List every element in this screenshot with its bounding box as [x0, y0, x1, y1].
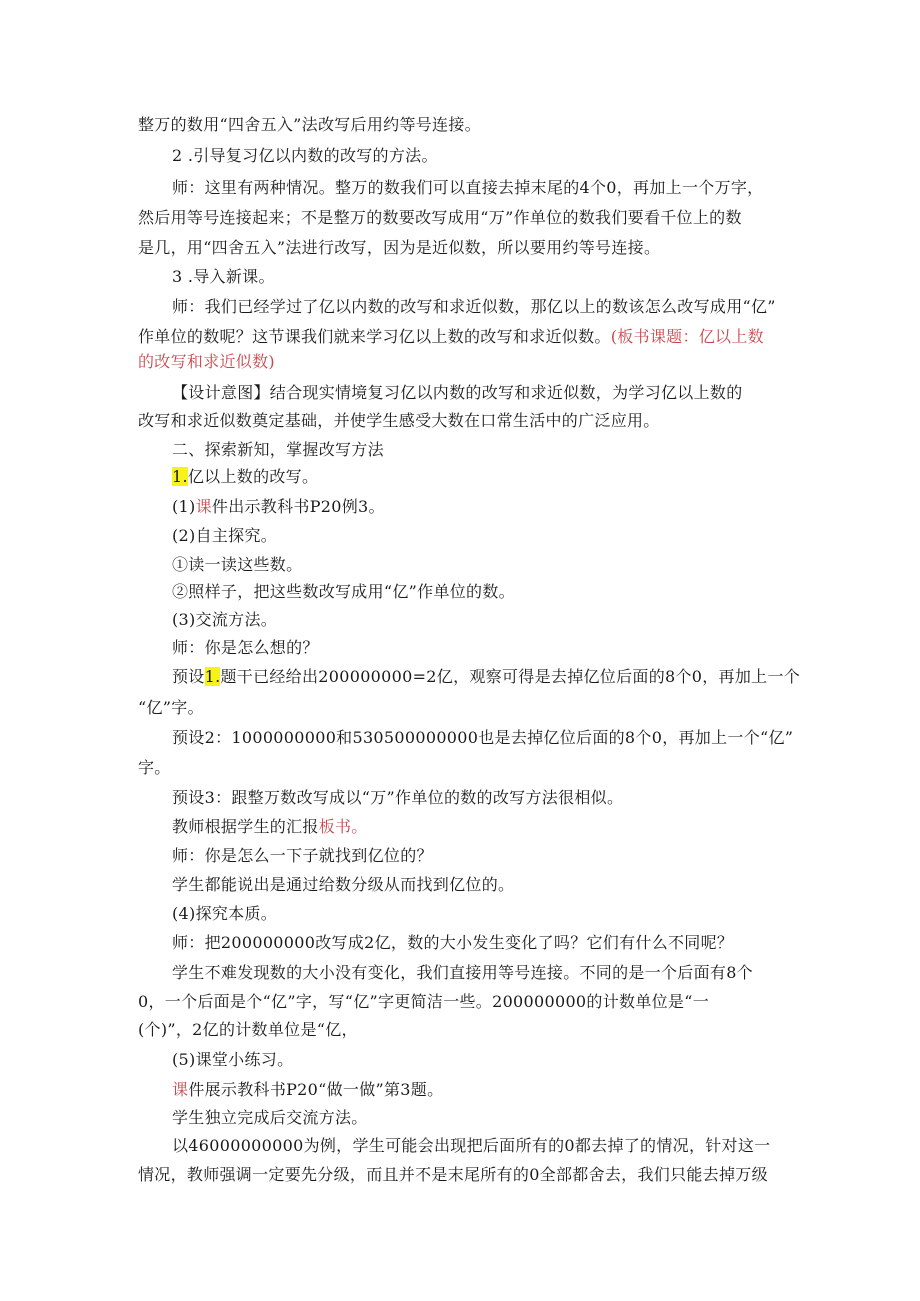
paragraph-text: 件展示教科书P20“做一做”第3题。 — [188, 1080, 444, 1099]
paragraph-line: 学生都能说出是通过给数分级从而找到亿位的。 — [172, 875, 515, 894]
step-text: 件出示教科书P20例3。 — [211, 497, 385, 516]
highlighted-number: 1. — [204, 667, 221, 686]
paragraph-line — [138, 327, 764, 347]
paragraph-line: 学生独立完成后交流方法。 — [172, 1108, 368, 1127]
paragraph-line: 情况，教师强调一定要先分级，而且并不是末尾所有的0全部都舍去，我们只能去掉万级 — [138, 1165, 768, 1184]
preset-line — [172, 667, 800, 687]
courseware-word: 课 — [195, 497, 212, 516]
courseware-word: 课 — [172, 1080, 189, 1099]
subsection-heading — [172, 467, 318, 487]
preset-text: 题干已经给出200000000=2亿，观察可得是去掉亿位后面的8个0，再加上一个 — [220, 667, 801, 686]
design-intent-line: 改写和求近似数奠定基础，并使学生感受大数在口常生活中的广泛应用。 — [138, 411, 660, 430]
paragraph-line: 0，一个后面是个“亿”字，写“亿”字更简洁一些。200000000的计数单位是“一 — [138, 992, 709, 1011]
board-title-note: 的改写和求近似数) — [138, 352, 275, 371]
highlighted-number: 1. — [172, 467, 188, 486]
paragraph-line: 整万的数用“四舍五入”法改写后用约等号连接。 — [138, 115, 481, 134]
paragraph-line: 是几，用“四舍五入”法进行改写，因为是近似数，所以要用约等号连接。 — [138, 238, 661, 257]
list-item: ②照样子，把这些数改写成用“亿”作单位的数。 — [172, 582, 515, 601]
board-title-note: (板书课题：亿以上数 — [610, 327, 764, 346]
preset-label: 预设 — [172, 667, 205, 686]
paragraph-line: 师：这里有两种情况。整万的数我们可以直接去掉末尾的4个0，再加上一个万字， — [172, 178, 764, 197]
step-line — [172, 497, 385, 517]
section-heading: 二、探索新知，掌握改写方法 — [172, 440, 384, 459]
step-line: (5)课堂小练习。 — [172, 1050, 294, 1069]
section-heading: 2 .引导复习亿以内数的改写的方法。 — [172, 146, 438, 165]
preset-line: 预设3：跟整万数改写成以“万”作单位的数的改写方法很相似。 — [172, 788, 624, 807]
paragraph-line: 师：把200000000改写成2亿，数的大小发生变化了吗？它们有什么不同呢？ — [172, 933, 734, 952]
subsection-text: 亿以上数的改写。 — [187, 467, 319, 486]
paragraph-line: 学生不难发现数的大小没有变化，我们直接用等号连接。不同的是一个后面有8个 — [172, 963, 753, 982]
paragraph-line: (个)”，2亿的计数单位是“亿， — [138, 1020, 358, 1039]
step-number: (1) — [172, 497, 196, 516]
paragraph-line: 师：我们已经学过了亿以内数的改写和求近似数，那亿以上的数该怎么改写成用“亿” — [172, 297, 776, 316]
design-intent-line: 【设计意图】结合现实情境复习亿以内数的改写和求近似数，为学习亿以上数的 — [172, 383, 743, 402]
paragraph-text: 教师根据学生的汇报 — [172, 817, 319, 836]
step-line: (2)自主探究。 — [172, 526, 278, 545]
board-word: 板书。 — [318, 817, 368, 836]
paragraph-line: 以46000000000为例，学生可能会出现把后面所有的0都去掉了的情况，针对这一 — [172, 1136, 771, 1155]
paragraph-text: 作单位的数呢？这节课我们就来学习亿以上数的改写和求近似数。 — [138, 327, 611, 346]
step-line: (3)交流方法。 — [172, 610, 278, 629]
section-heading: 3 .导入新课。 — [172, 267, 275, 286]
preset-line: 预设2：1000000000和530500000000也是去掉亿位后面的8个0，再加上一个“亿” — [172, 728, 794, 747]
paragraph-line: 师：你是怎么想的？ — [172, 638, 319, 657]
paragraph-line: 然后用等号连接起来；不是整万的数要改写成用“万”作单位的数我们要看千位上的数 — [138, 208, 742, 227]
preset-line: 字。 — [138, 758, 171, 777]
step-line: (4)探究本质。 — [172, 904, 278, 923]
paragraph-line — [172, 817, 368, 837]
list-item: ①读一读这些数。 — [172, 555, 303, 574]
preset-line: “亿”字。 — [138, 698, 204, 717]
paragraph-line — [172, 1080, 443, 1100]
paragraph-line: 师：你是怎么一下子就找到亿位的？ — [172, 846, 433, 865]
